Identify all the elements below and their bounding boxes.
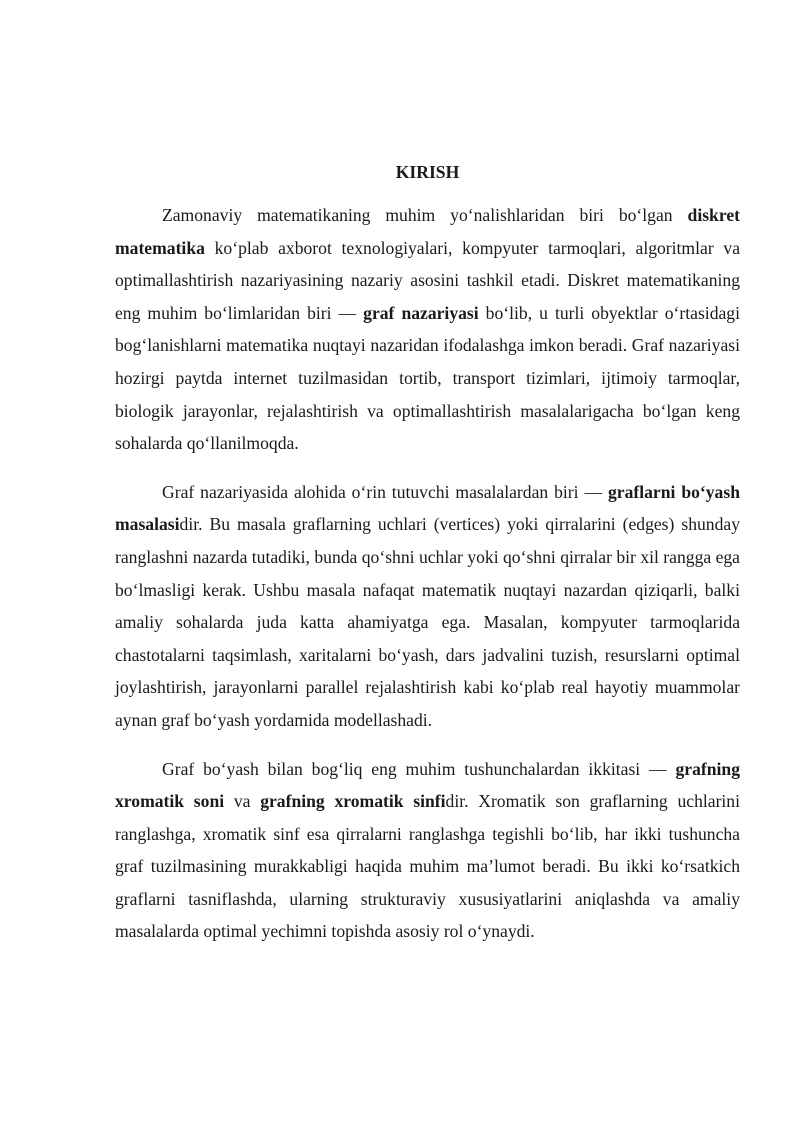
paragraph-1-text-3: bo‘lib, u turli obyektlar o‘rtasidagi bog‘lanishlarni matematika nuqtayi nazaridan ifodalashga imkon beradi. Graf nazariyasi hozirgi paytda internet tuzilmasidan tortib, transport tizimlari, ijtimoiy tarmoqlar, biologik jarayonlar, rejalashtirish va optimallashtirish masalalarigacha bo‘lgan keng sohalarda qo‘llanilmoqda. [115,302,740,454]
paragraph-3-bold-term-1: grafning xromatik soni [115,758,740,812]
paragraph-2 [115,476,740,737]
document-body [115,158,740,964]
paragraph-1 [115,199,740,460]
paragraph-2-bold-term-1: graflarni bo‘yash masalasi [115,481,740,535]
paragraph-2-text-1: Graf nazariyasida alohida o‘rin tutuvchi masalalardan biri — [162,481,608,502]
page-title: KIRISH [395,162,460,182]
paragraph-3-text-2: va [224,791,261,812]
paragraph-1-text-2: ko‘plab axborot texnologiyalari, kompyuter tarmoqlari, algoritmlar va optimallashtirish nazariyasining nazariy asosini tashkil etadi. Diskret matematikaning eng muhim bo‘limlaridan biri — [115,237,740,323]
paragraph-2-text-2: dir. Bu masala graflarning uchlari (vertices) yoki qirralarini (edges) shunday ranglashni nazarda tutadiki, bunda qo‘shni uchlar yoki qo‘shni qirralar bir xil rangga ega bo‘lmasligi kerak. Ushbu masala nafaqat matematik nuqtayi nazardan qiziqarli, balki amaliy sohalarda juda katta ahamiyatga ega. Masalan, kompyuter tarmoqlarida chastotalarni taqsimlash, xaritalarni bo‘yash, dars jadvalini tuzish, resurslarni optimal joylashtirish, jarayonlarni parallel rejalashtirish kabi ko‘plab real hayotiy muammolar aynan graf bo‘yash yordamida modellashadi. [115,514,740,730]
paragraph-1-text-1: Zamonaviy matematikaning muhim yo‘nalishlaridan biri bo‘lgan [162,205,688,225]
paragraph-3 [115,753,740,949]
paragraph-1-bold-term-2: graf nazariyasi [363,302,479,323]
paragraph-1-bold-term-1: diskret matematika [115,205,740,258]
paragraph-3-text-3: dir. Xromatik son graflarning uchlarini ranglashga, xromatik sinf esa qirralarni ranglashga tegishli bo‘lib, har ikki tushuncha graf tuzilmasining murakkabligi haqida muhim ma’lumot beradi. Bu ikki ko‘rsatkich graflarni tasniflashda, ularning strukturaviy xususiyatlarini aniqlashda va amaliy masalalarda optimal yechimni topishda asosiy rol o‘ynaydi. [115,791,740,942]
paragraph-3-text-1: Graf bo‘yash bilan bog‘liq eng muhim tushunchalardan ikkitasi — [162,758,676,779]
paragraph-3-bold-term-2: grafning xromatik sinfi [260,791,446,812]
